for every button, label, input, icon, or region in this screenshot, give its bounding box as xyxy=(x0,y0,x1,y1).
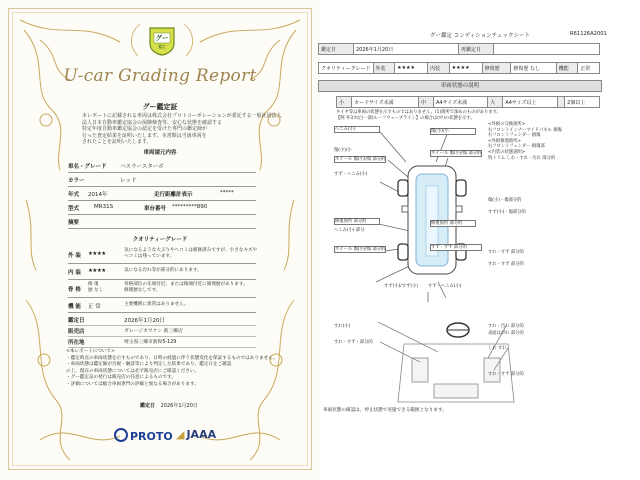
re-appraisal-value xyxy=(494,44,600,55)
report-notes xyxy=(66,349,278,389)
model-row xyxy=(68,200,256,215)
damage-label: 傷(小)/小 xyxy=(430,128,476,135)
grade-table xyxy=(318,62,600,74)
size-large-desc: A4サイズ以上 xyxy=(503,97,557,108)
side-label: すれ・すず 部分的 xyxy=(488,250,524,255)
year-label: 年式 xyxy=(68,192,80,198)
year-row xyxy=(68,186,256,201)
damage-label: ホイール 傷(小)/傷 部分的 xyxy=(335,247,386,252)
quality-frame-value: 修 復 歴 なし xyxy=(88,282,104,293)
shop-value: ガレージカワケン 新三郷店 xyxy=(124,329,183,334)
quality-stars: ★★★★ xyxy=(88,268,106,274)
quality-row-frame xyxy=(68,279,256,298)
remarks-row xyxy=(68,214,256,229)
remarks-label: 摘要 xyxy=(68,220,80,226)
bottom-note: 車両状態の確認は、停止状態で実施できる範囲となります。 xyxy=(323,408,447,413)
vehicle-name-label: 車名・グレード xyxy=(68,164,107,170)
size-medium-desc: A4サイズ未満 xyxy=(433,97,487,108)
exterior-label: 外装 xyxy=(373,63,395,74)
damage-label: 修復箇所 部分的 xyxy=(430,220,476,227)
issue-date-label: 鑑定日 xyxy=(140,403,156,409)
jaaa-logo-text: JAAA xyxy=(186,428,217,441)
damage-label: すず・すず 部分的 xyxy=(430,244,482,251)
model-label: 型式 xyxy=(68,206,80,212)
reason-line: <外板修理箇所> xyxy=(488,138,521,144)
quality-row-function xyxy=(68,297,256,313)
mileage-label: 走行距離計表示 xyxy=(154,192,193,198)
quality-row-exterior xyxy=(68,245,256,264)
interior-label: すれ・すず 部分的 xyxy=(488,372,524,377)
chassis-label: 車台番号 xyxy=(144,206,167,212)
goo-kantei-badge xyxy=(148,26,176,56)
note-line: の上、現在の車両状態については必ず販売店にご確認ください。 xyxy=(66,368,200,374)
damage-label: 傷(小)/小 xyxy=(334,148,352,153)
certificate-title: グー鑑定証 xyxy=(142,103,178,111)
quality-section-title: クオリティーグレード xyxy=(132,237,188,243)
reason-line: 右フロントインナーサイドパネル 損傷 xyxy=(488,127,562,133)
model-value: MR31S xyxy=(94,204,114,210)
quality-comment: 主要機関に異常はありません。 xyxy=(124,302,189,307)
size-note: タイヤ等は車両の状態を示すものではありません。(1)箇所で深めのものがあります。 xyxy=(336,110,501,115)
interior-label: 内装 xyxy=(428,63,450,74)
intro-line: 法人日本自動車鑑定協会の保険検査等、安心な状態を確認する xyxy=(82,119,223,126)
reason-line: 右フロントフェンダー 損傷 xyxy=(488,133,541,139)
certificate-number: R61126A2001 xyxy=(570,31,607,37)
vehicle-section-title: 車両請元内容 xyxy=(143,150,177,156)
quality-stars: ★★★★ xyxy=(88,251,106,257)
frame-value: 修復歴 なし xyxy=(511,63,556,74)
exterior-stars: ★★★★ xyxy=(395,63,428,74)
interior-label: しわ すれ xyxy=(488,346,507,351)
quality-label: 機 能 xyxy=(68,304,81,310)
note-line: ・グー鑑定証の発行は販売店の任意によるものです。 xyxy=(66,375,176,381)
year-value: 2014年 xyxy=(88,192,108,198)
side-label: 傷(小)・傷部分的 xyxy=(488,198,522,203)
shop-label: 販売店 xyxy=(68,329,85,335)
issue-date-value: 2026年1月20日 xyxy=(160,403,198,409)
re-appraisal-label: 再鑑定日 xyxy=(459,44,494,55)
quality-label: 外 装 xyxy=(68,253,81,259)
address-label: 所在地 xyxy=(68,340,85,346)
condition-header: 車両状態の説明 xyxy=(318,80,602,92)
note-line: ・鑑定時点の車両状態を示すものであり、日時の経過に伴う状態変化を保証するものではありません。 xyxy=(66,355,278,361)
color-row xyxy=(68,172,256,187)
appraisal-date-value: 2026年1月20日 xyxy=(124,318,165,324)
jaaa-logo xyxy=(176,428,216,441)
color-label: カラー xyxy=(68,178,85,184)
size-multi-label xyxy=(557,97,565,108)
intro-text xyxy=(82,113,282,146)
damage-label: へこみ(小) 部分 xyxy=(334,228,365,233)
damage-label: すず・へこみ(小) xyxy=(334,172,368,177)
damage-label: すず・へこみ(小) xyxy=(428,284,462,289)
size-small-label: 小 xyxy=(337,97,352,108)
damage-label: 修復箇所 部分的 xyxy=(334,218,380,225)
quality-row-interior xyxy=(68,263,256,280)
date-table xyxy=(318,43,600,55)
report-title: U-car Grading Report xyxy=(63,66,257,86)
quality-comment: 骨格部位の先端付近、または後端付近に修理歴があります。 xyxy=(124,282,248,287)
proto-logo xyxy=(114,428,173,443)
frame-label: 修復歴 xyxy=(482,63,511,74)
badge-text-bottom: 鑑定 xyxy=(158,44,166,49)
intro-line: 特定年度自動車鑑定協会の認定を受けた専門の鑑定師が xyxy=(82,126,208,133)
damage-label: すれ(小) xyxy=(334,324,351,329)
size-medium-label: 中 xyxy=(418,97,433,108)
damage-label: すれ・すず・部分的 xyxy=(334,340,373,345)
side-label: すれ・すず 部分的 xyxy=(488,262,524,267)
size-multi-desc: 2個以上 xyxy=(565,97,600,108)
damage-label: すず(小)/すず(小) xyxy=(384,284,419,289)
jaaa-mark-icon: ◢ xyxy=(176,428,185,441)
damage-label: ホイール 傷(小)/傷 部分的 xyxy=(431,151,482,156)
issue-date xyxy=(140,402,198,409)
reason-line: <内装の状態説明> xyxy=(488,149,526,155)
badge-text-top: グー xyxy=(155,34,169,42)
address-row xyxy=(68,336,256,348)
proto-logo-text: PROTO xyxy=(130,430,173,443)
interior-stars: ★★★★ xyxy=(449,63,482,74)
reason-line: 右フロントフェンダー 損傷部 xyxy=(488,144,545,150)
appraisal-date-label: 鑑定日 xyxy=(68,318,85,324)
size-note: 【例 外3カ(白一部)ルーフウェーブライン】の場合は(中)の状態を示す。 xyxy=(336,116,475,121)
vehicle-name-row xyxy=(68,158,256,173)
quality-label: 骨 格 xyxy=(68,287,81,293)
reason-line: <外板の交換箇所> xyxy=(488,122,526,127)
quality-comment: 気になるような大ぶりやヘコミは補修済みですが、小さなキズや xyxy=(124,248,258,253)
mileage-value: ***** xyxy=(220,190,234,196)
intro-line: 行った査定結果を証明いたします。本書類は当該車両を xyxy=(82,132,207,139)
grade-label: クオリティーグレード xyxy=(319,63,374,74)
size-large-label: 大 xyxy=(488,97,503,108)
interior-label: すれ・汚れ 部分的 xyxy=(488,324,524,329)
address-value: 埼玉県三郷市新和5-129 xyxy=(124,340,177,345)
date-label: 鑑定日 xyxy=(319,44,354,55)
side-label: すず(小)・傷部分的 xyxy=(488,210,526,215)
quality-comment: ヘコミは残っています。 xyxy=(124,254,175,259)
quality-comment: 修理歴なしです。 xyxy=(124,288,161,293)
function-label: 機能 xyxy=(556,63,578,74)
damage-label: へこみ(小) xyxy=(334,126,380,133)
intro-line: 本レポートに記載される車両は株式会社プロトコーポレーションが委託する一般社団法人 xyxy=(82,113,282,119)
vehicle-name-value: ハスラースターボ xyxy=(120,164,164,170)
quality-comment: 気になる汚れ等が部分的にあります。 xyxy=(124,268,202,273)
reason-line: 特トリム しわ・すれ・汚れ 部分的 xyxy=(488,155,556,161)
size-small-desc: カードサイズ未満 xyxy=(352,97,419,108)
quality-function-value: 正 常 xyxy=(88,304,101,310)
condition-sheet-title: グー鑑定 コンディションチェックシート xyxy=(429,33,531,39)
note-line: ・評価については総合車両専門の評価と異なる場合があります。 xyxy=(66,381,199,387)
note-line: ・車両状態は鑑定師が目視・触診等により判定した結果であり、鑑定日をご確認 xyxy=(66,362,232,368)
date-value: 2026年1月20日 xyxy=(354,44,459,55)
intro-line: されたことを証明いたします。 xyxy=(82,139,152,146)
damage-size-legend xyxy=(336,96,600,108)
proto-mark-icon xyxy=(114,428,128,442)
damage-label: ホイール 傷(小)/傷 部分的 xyxy=(335,157,386,162)
steering-wheel-icon xyxy=(447,323,469,337)
notes-title: <本レポートについて> xyxy=(66,349,115,354)
repair-reasons xyxy=(488,122,598,182)
color-value: レッド xyxy=(120,178,137,184)
function-value: 正常 xyxy=(578,63,600,74)
quality-label: 内 装 xyxy=(68,270,81,276)
chassis-value: *********890 xyxy=(172,204,208,210)
interior-label: 表面はがれ 部分的 xyxy=(488,331,524,336)
